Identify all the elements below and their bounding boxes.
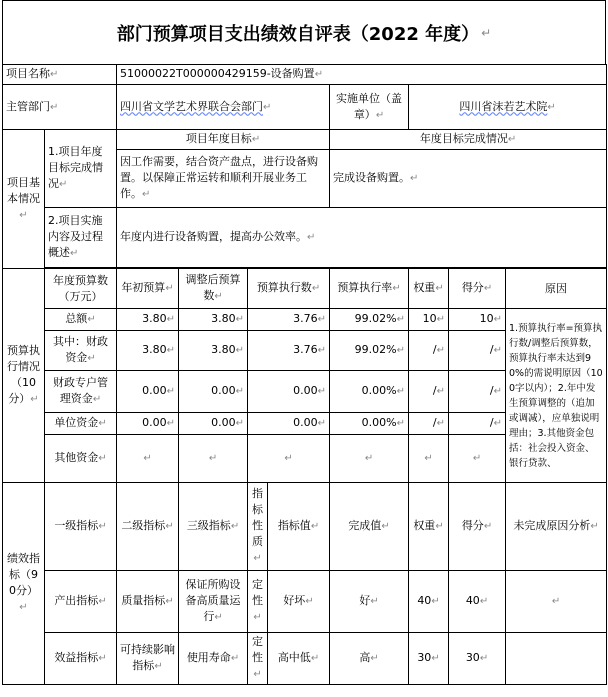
budget-row-initial: ↵ xyxy=(117,435,179,483)
perf-row-level2: 质量指标↵ xyxy=(117,571,179,633)
budget-header-executed: 预算执行数↵ xyxy=(248,269,330,309)
perf-row-score: 40↵ xyxy=(449,571,506,633)
perf-header-actual: 完成值↵ xyxy=(330,483,409,571)
budget-header-rate: 预算执行率↵ xyxy=(330,269,409,309)
basic-row1-completion: 完成设备购置。↵ xyxy=(330,150,607,208)
perf-header-weight: 权重↵ xyxy=(409,483,449,571)
project-name-row xyxy=(3,65,607,85)
budget-row-executed: 0.00↵ xyxy=(248,413,330,435)
perf-header-level3: 三级指标↵ xyxy=(179,483,248,571)
budget-row-executed: 0.00↵ xyxy=(248,371,330,413)
perf-row-actual: 高↵ xyxy=(330,633,409,685)
budget-header-initial: 年初预算↵ xyxy=(117,269,179,309)
budget-row-rate: 99.02%↵ xyxy=(330,331,409,371)
budget-section-label: 预算执行情况（10分）↵ xyxy=(3,269,45,483)
budget-header-score: 得分↵ xyxy=(449,269,506,309)
completion-header: 年度目标完成情况↵ xyxy=(330,130,607,150)
perf-row-target: 好坏↵ xyxy=(268,571,330,633)
budget-row-adjusted: 0.00↵ xyxy=(179,413,248,435)
budget-header-adjusted: 调整后预算数↵ xyxy=(179,269,248,309)
perf-row-nature: 定性↵ xyxy=(248,571,268,633)
budget-row-adjusted: ↵ xyxy=(179,435,248,483)
basic-row1-goal: 因工作需要，结合资产盘点，进行设备购置。以保障正常运转和顺利开展业务工作。↵ xyxy=(117,150,330,208)
perf-row-level3: 使用寿命↵ xyxy=(179,633,248,685)
basic-header-row xyxy=(3,130,607,150)
perf-row-weight: 30↵ xyxy=(409,633,449,685)
budget-row-executed: ↵ xyxy=(248,435,330,483)
year-goal-header: 项目年度目标↵ xyxy=(117,130,330,150)
budget-row-adjusted: 3.80↵ xyxy=(179,331,248,371)
perf-row-level2: 可持续影响指标↵ xyxy=(117,633,179,685)
evaluation-form xyxy=(2,0,606,697)
budget-row xyxy=(3,309,607,331)
basic-row2-content: 年度内进行设备购置，提高办公效率。↵ xyxy=(117,208,607,268)
project-name-value: 51000022T000000429159-设备购置↵ xyxy=(117,65,607,85)
form-title-text: 部门预算项目支出绩效自评表（2022 年度） xyxy=(116,23,480,45)
budget-row-score: 10↵ xyxy=(449,309,506,331)
budget-row-label: 总额↵ xyxy=(45,309,117,331)
perf-row-level1: 效益指标↵ xyxy=(45,633,117,685)
basic-row1-label: 1.项目年度目标完成情况↵ xyxy=(45,130,117,208)
perf-header-reason: 未完成原因分析↵ xyxy=(506,483,607,571)
budget-row-score: /↵ xyxy=(449,413,506,435)
budget-row-initial: 3.80↵ xyxy=(117,309,179,331)
basic-row2-label: 2.项目实施内容及过程概述↵ xyxy=(45,208,117,268)
budget-row-adjusted: 3.80↵ xyxy=(179,309,248,331)
dept-label: 主管部门↵ xyxy=(3,85,117,130)
perf-row-level1: 产出指标↵ xyxy=(45,571,117,633)
budget-row-weight: /↵ xyxy=(409,371,449,413)
dept-value: 四川省文学艺术界联合会部门↵ xyxy=(117,85,330,130)
perf-header-row xyxy=(3,483,607,571)
perf-header-level2: 二级指标↵ xyxy=(117,483,179,571)
budget-row-score: /↵ xyxy=(449,331,506,371)
basic-section-label: 项目基本情况↵ xyxy=(3,130,45,269)
perf-header-score: 得分↵ xyxy=(449,483,506,571)
basic-row2 xyxy=(3,208,607,268)
perf-row-nature: 定性↵ xyxy=(248,633,268,685)
perf-row-weight: 40↵ xyxy=(409,571,449,633)
perf-header-level1: 一级指标↵ xyxy=(45,483,117,571)
budget-row-weight: 10↵ xyxy=(409,309,449,331)
budget-row-label: 财政专户管理资金↵ xyxy=(45,371,117,413)
budget-row-label: 其中：财政资金↵ xyxy=(45,331,117,371)
budget-row-weight: /↵ xyxy=(409,413,449,435)
budget-row-rate: 0.00%↵ xyxy=(330,413,409,435)
perf-row xyxy=(3,633,607,685)
budget-row-initial: 0.00↵ xyxy=(117,371,179,413)
impl-value: 四川省沫若艺术院↵ xyxy=(409,85,607,130)
project-name-label: 项目名称↵ xyxy=(3,65,117,85)
budget-row-weight: ↵ xyxy=(409,435,449,483)
budget-row-score: ↵ xyxy=(449,435,506,483)
perf-row-reason: ↵ xyxy=(506,571,607,633)
budget-row-weight: /↵ xyxy=(409,331,449,371)
budget-row-initial: 0.00↵ xyxy=(117,413,179,435)
budget-header-row xyxy=(3,269,607,309)
paragraph-mark-icon: ↵ xyxy=(481,25,492,40)
impl-label: 实施单位（盖章）↵ xyxy=(330,85,409,130)
evaluation-table xyxy=(2,64,607,685)
perf-row-level3: 保证所购设备高质量运行↵ xyxy=(179,571,248,633)
budget-row-executed: 3.76↵ xyxy=(248,331,330,371)
budget-reason: 1.预算执行率=预算执行数/调整后预算数，预算执行率未达到90%的需说明原因（100字以内）；2.年中发生预算调整的（追加或调减），应单独说明理由；3.其他资金包括：社会投入资金、银行贷款、 xyxy=(506,309,607,483)
perf-row-actual: 好↵ xyxy=(330,571,409,633)
budget-row-adjusted: 0.00↵ xyxy=(179,371,248,413)
perf-row-target: 高中低↵ xyxy=(268,633,330,685)
budget-row-rate: 0.00%↵ xyxy=(330,371,409,413)
budget-header-reason: 原因 xyxy=(506,269,607,309)
perf-row-reason xyxy=(506,633,607,685)
budget-row-initial: 3.80↵ xyxy=(117,331,179,371)
budget-row-executed: 3.76↵ xyxy=(248,309,330,331)
perf-header-target: 指标值↵ xyxy=(268,483,330,571)
perf-row xyxy=(3,571,607,633)
budget-row-rate: 99.02%↵ xyxy=(330,309,409,331)
budget-row-label: 单位资金↵ xyxy=(45,413,117,435)
perf-row-score: 30↵ xyxy=(449,633,506,685)
budget-header-weight: 权重↵ xyxy=(409,269,449,309)
form-title xyxy=(2,0,606,65)
budget-row-rate: ↵ xyxy=(330,435,409,483)
dept-row xyxy=(3,85,607,130)
perf-section-label: 绩效指标（90分）↵ xyxy=(3,483,45,685)
budget-row-score: /↵ xyxy=(449,371,506,413)
budget-row-label: 其他资金↵ xyxy=(45,435,117,483)
budget-header-year: 年度预算数（万元） xyxy=(45,269,117,309)
perf-header-nature: 指标性质↵ xyxy=(248,483,268,571)
